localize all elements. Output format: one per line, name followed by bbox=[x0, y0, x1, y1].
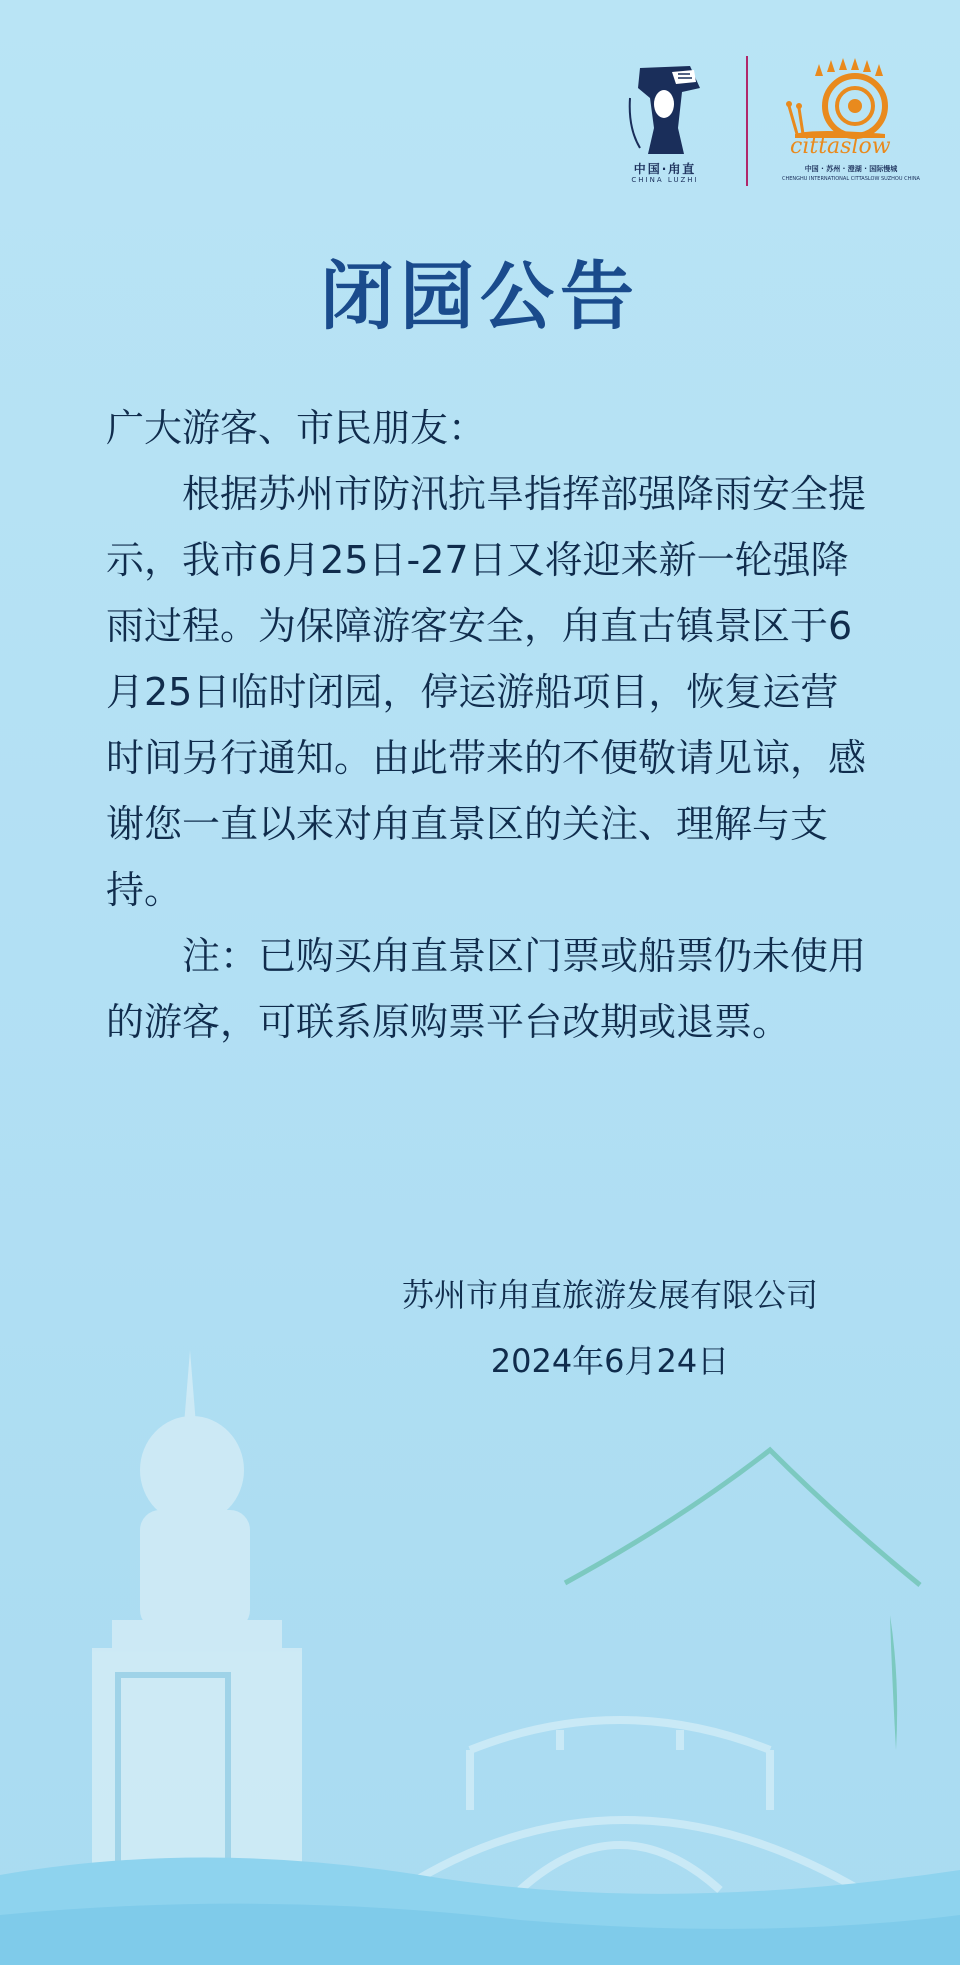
arch-bridge bbox=[400, 1720, 860, 1890]
notice-paragraph-1: 根据苏州市防汛抗旱指挥部强降雨安全提示，我市6月25日-27日又将迎来新一轮强降雨过程。为保障游客安全，甪直古镇景区于6月25日临时闭园，停运游船项目，恢复运营时间另行通知。由此带来的不便敬请见谅，感谢您一直以来对甪直景区的关注、理解与支持。 bbox=[106, 472, 867, 912]
notice-paragraph-2: 注：已购买甪直景区门票或船票仍未使用的游客，可联系原购票平台改期或退票。 bbox=[106, 934, 867, 1044]
luzhi-logo-en: CHINA LUZHI bbox=[631, 176, 699, 184]
notice-title: 闭园公告 bbox=[320, 254, 640, 340]
decorative-scenery bbox=[0, 1330, 960, 1965]
cittaslow-logo-cn: 中国 · 苏州 · 澄湖 · 国际慢城 bbox=[804, 165, 898, 173]
logo-divider bbox=[746, 56, 748, 186]
signature-date: 2024年6月24日 bbox=[490, 1342, 730, 1380]
luzhi-logo-cn: 中国·甪直 bbox=[633, 162, 697, 176]
roof-curve bbox=[565, 1450, 920, 1585]
signature-company: 苏州市甪直旅游发展有限公司 bbox=[401, 1276, 818, 1314]
cittaslow-logo-en: CHENGHU INTERNATIONAL CITTASLOW SUZHOU CHINA bbox=[782, 176, 920, 182]
greeting: 广大游客、市民朋友： bbox=[106, 406, 487, 450]
cittaslow-wordmark: cittaslow bbox=[790, 134, 891, 159]
notice-body bbox=[106, 395, 876, 1055]
logo-group bbox=[600, 52, 930, 192]
